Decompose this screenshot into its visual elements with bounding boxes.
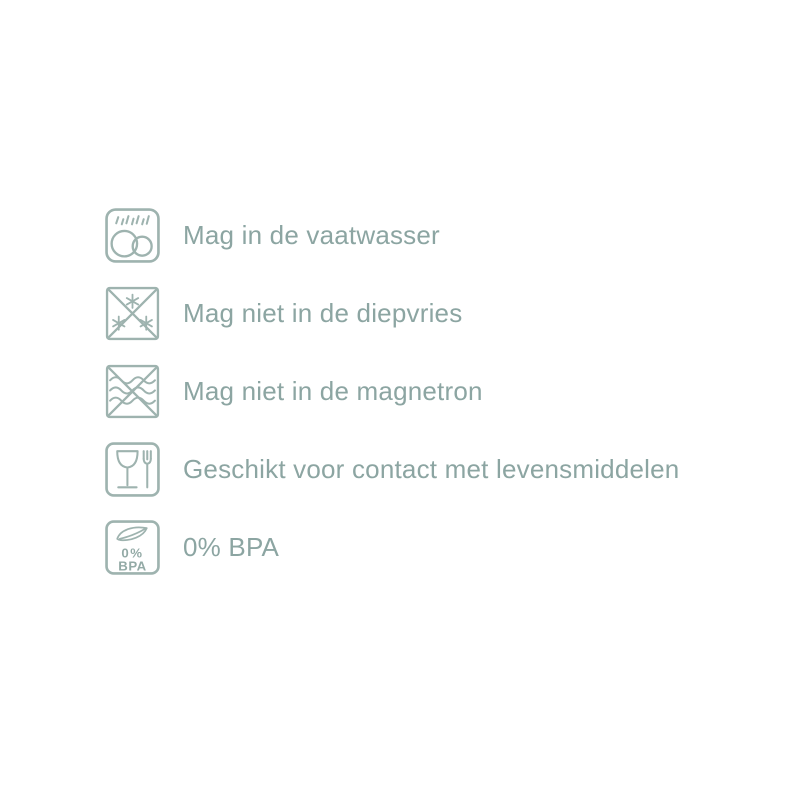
feature-row-freezer <box>104 285 679 342</box>
feature-label: Geschikt voor contact met levensmiddelen <box>183 454 680 484</box>
food-contact-safe-icon <box>104 441 161 498</box>
feature-label: Mag niet in de diepvries <box>183 298 463 328</box>
product-feature-list <box>104 207 679 597</box>
dishwasher-safe-icon <box>104 207 161 264</box>
not-freezer-safe-icon <box>104 285 161 342</box>
feature-row-dishwasher <box>104 207 679 264</box>
bpa-free-icon <box>104 519 161 576</box>
feature-row-microwave <box>104 363 679 420</box>
bpa-icon-bpa-text: BPA <box>118 558 147 574</box>
feature-label: 0% BPA <box>183 532 280 562</box>
feature-row-bpa-free <box>104 519 679 576</box>
not-microwave-safe-icon <box>104 363 161 420</box>
bpa-icon-percent-text: 0% <box>121 545 144 561</box>
feature-label: Mag in de vaatwasser <box>183 220 440 250</box>
feature-row-food-contact <box>104 441 679 498</box>
feature-label: Mag niet in de magnetron <box>183 376 483 406</box>
